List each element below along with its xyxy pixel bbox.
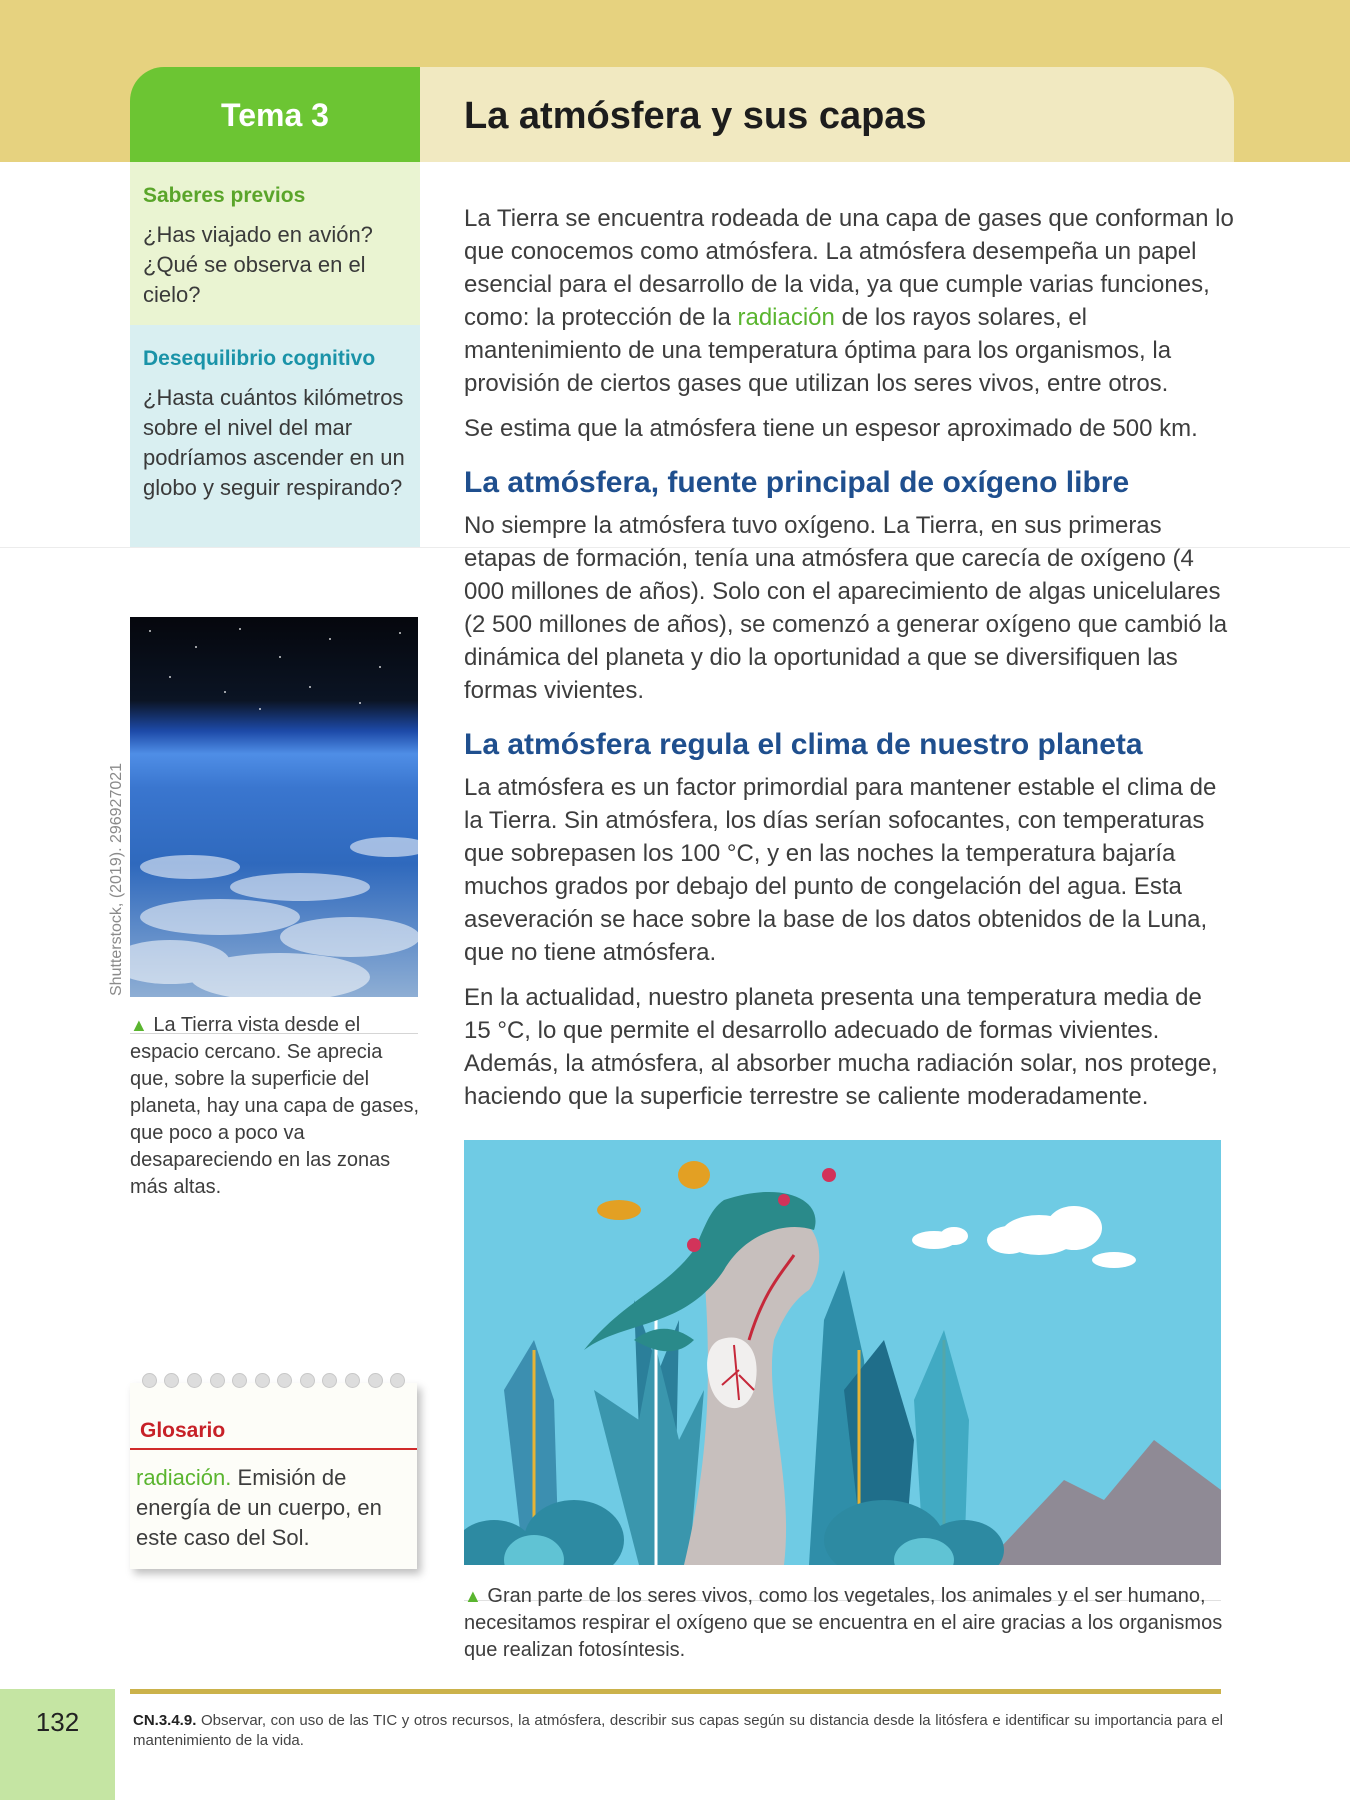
breathing-woman-illustration: [464, 1140, 1221, 1565]
saberes-previos-title: Saberes previos: [143, 184, 306, 207]
illustration-caption-text: Gran parte de los seres vivos, como los vegetales, los animales y el ser humano, necesitamos respirar el oxígeno que se encuentra en el aire gracias a los organismos que realizan fotosíntesis.: [464, 1585, 1223, 1661]
earth-from-space-image: [130, 617, 418, 997]
triangle-icon: ▲: [464, 1586, 482, 1606]
main-content: [464, 202, 1234, 1125]
page-number: 132: [35, 1707, 80, 1737]
desequilibrio-box: [130, 325, 420, 547]
climate-paragraph-2: En la actualidad, nuestro planeta presenta una temperatura media de 15 °C, lo que permite el desarrollo adecuado de formas vivientes. Además, la atmósfera, al absorber mucha radiación solar, nos protege, haciendo que la superficie terrestre se caliente moderadamente.: [464, 984, 1218, 1110]
tema-label: Tema 3: [221, 97, 329, 133]
title-tab: [420, 67, 1234, 162]
standard-text: Observar, con uso de las TIC y otros recursos, la atmósfera, describir sus capas según su distancia desde la litósfera e identificar su importancia para el mantenimiento de la vida.: [133, 1712, 1223, 1749]
glossary-card: [130, 1383, 417, 1569]
heading-climate: La atmósfera regula el clima de nuestro planeta: [464, 728, 1143, 761]
image-credit: Shutterstock, (2019). 296927021: [108, 762, 125, 996]
intro-text-b: de los rayos solares, el mantenimiento de una temperatura óptima para los organismos, la provisión de ciertos gases que utilizan los seres vivos, entre otros.: [464, 304, 1172, 397]
saberes-previos-box: [130, 162, 420, 325]
glossary-definition: Emisión de energía de un cuerpo, en este caso del Sol.: [136, 1465, 382, 1550]
climate-paragraph-1: La atmósfera es un factor primordial para mantener estable el clima de la Tierra. Sin atmósfera, los días serían sofocantes, con temperaturas que sobrepasen los 100 °C, y en las noches la temperatura bajaría muchos grados por debajo del punto de congelación del agua. Esta aseveración se hace sobre la base de los datos obtenidos de la Luna, que no tiene atmósfera.: [464, 774, 1217, 966]
thickness-paragraph: Se estima que la atmósfera tiene un espesor aproximado de 500 km.: [464, 415, 1198, 442]
tema-tab: [130, 67, 420, 162]
glossary-entry: [136, 1463, 406, 1553]
notebook-rings: [130, 1373, 417, 1395]
desequilibrio-text: ¿Hasta cuántos kilómetros sobre el nivel del mar podríamos ascender en un globo y seguir respirando?: [143, 385, 405, 500]
glossary-title: Glosario: [140, 1419, 226, 1442]
intro-paragraph: [464, 202, 1234, 400]
intro-text-a: La Tierra se encuentra rodeada de una capa de gases que conforman lo que conocemos como atmósfera. La atmósfera desempeña un papel esencial para el desarrollo de la vida, ya que cumple varias funciones, como: la protección de la: [464, 205, 1234, 331]
glossary-term: radiación.: [136, 1465, 232, 1490]
triangle-icon: ▲: [130, 1015, 148, 1035]
oxygen-paragraph: No siempre la atmósfera tuvo oxígeno. La Tierra, en sus primeras etapas de formación, tenía una atmósfera que carecía de oxígeno (4 000 millones de años). Solo con el aparecimiento de algas unicelulares (2 500 millones de años), se comenzó a generar oxígeno que cambió la dinámica del planeta y dio la oportunidad a que se diversifiquen las formas vivientes.: [464, 512, 1228, 704]
glossary-rule: [130, 1448, 417, 1450]
saberes-previos-text: ¿Has viajado en avión? ¿Qué se observa en el cielo?: [143, 222, 373, 307]
footer-rule: [130, 1689, 1221, 1694]
heading-oxygen: La atmósfera, fuente principal de oxígeno libre: [464, 466, 1130, 499]
page-title: La atmósfera y sus capas: [464, 95, 927, 137]
standard-code: CN.3.4.9.: [133, 1712, 197, 1729]
illustration-caption: [464, 1583, 1234, 1664]
earth-caption-text: La Tierra vista desde el espacio cercano. Se aprecia que, sobre la superficie del planeta, hay una capa de gases, que poco a poco va desapareciendo en las zonas más altas.: [130, 1014, 420, 1198]
desequilibrio-title: Desequilibrio cognitivo: [143, 347, 376, 370]
glossary-term-link[interactable]: radiación: [737, 304, 835, 331]
earth-caption: [130, 1012, 420, 1201]
curriculum-standard: [133, 1711, 1223, 1751]
page-number-tab: [0, 1689, 115, 1800]
